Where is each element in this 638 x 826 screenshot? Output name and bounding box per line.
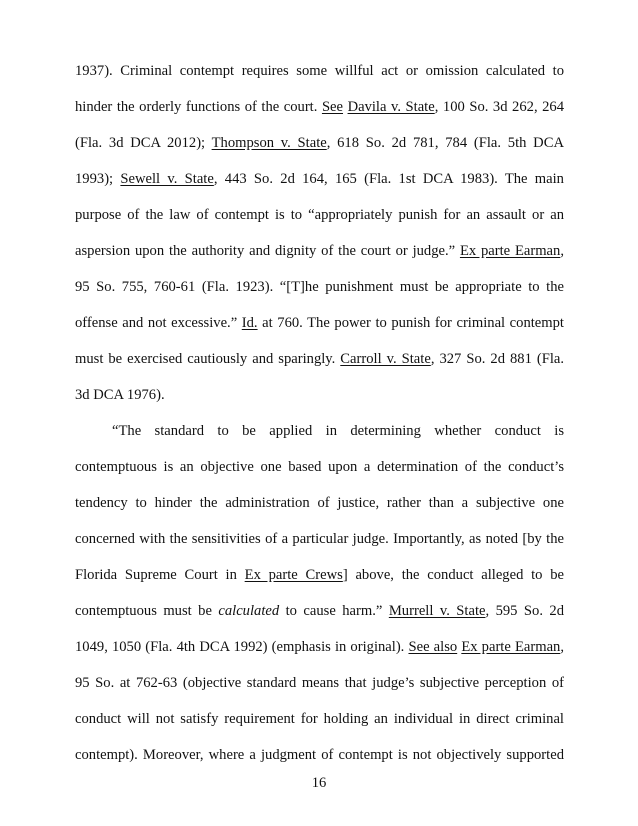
text-line (75, 385, 564, 405)
text-segment: purpose of the law of contempt is to “appropriately punish for an assault or an (75, 207, 564, 223)
text-segment: (Fla. 3d DCA 2012); (75, 135, 212, 151)
citation-text: Thompson v. State (211, 135, 327, 151)
text-segment: aspersion upon the authority and dignity of the court or judge.” (75, 243, 460, 259)
text-segment: offense and not excessive.” (75, 315, 242, 331)
text-line (75, 673, 564, 693)
text-segment: conduct will not satisfy requirement for holding an individual in direct criminal (75, 711, 564, 727)
citation-text: Murrell v. State (388, 603, 486, 619)
text-segment: hinder the orderly functions of the court. (75, 99, 322, 115)
text-segment: 1049, 1050 (Fla. 4th DCA 1992) (emphasis in original). (75, 639, 409, 655)
text-segment: must be exercised cautiously and sparingly. (75, 351, 341, 367)
text-line (75, 169, 564, 189)
text-segment: , 100 So. 3d 262, 264 (434, 99, 565, 115)
text-segment: to cause harm.” (279, 603, 389, 619)
citation-text: Sewell v. State (120, 171, 214, 187)
text-segment: 95 So. at 762-63 (objective standard means that judge’s subjective perception of (75, 675, 564, 691)
text-line (75, 709, 564, 729)
text-line (75, 457, 564, 477)
text-segment: 1937). Criminal contempt requires some willful act or omission calculated to (75, 63, 564, 79)
text-line (75, 313, 564, 333)
citation-text: Ex parte Earman (461, 639, 561, 655)
text-line (75, 565, 564, 585)
text-line (75, 97, 564, 117)
citation-text: See (321, 99, 344, 115)
citation-text: Id. (241, 315, 258, 331)
text-line (75, 241, 564, 261)
citation-text: Davila v. State (347, 99, 435, 115)
text-segment: contemptuous must be (75, 603, 219, 619)
text-line (112, 421, 564, 441)
text-line (75, 637, 564, 657)
citation-text: Ex parte Earman (459, 243, 561, 259)
text-line (75, 205, 564, 225)
citation-text: Carroll v. State (340, 351, 431, 367)
text-segment: at 760. The power to punish for criminal contempt (257, 315, 564, 331)
text-segment: tendency to hinder the administration of justice, rather than a subjective one (75, 495, 564, 511)
emphasis-text: calculated (218, 603, 280, 619)
text-segment: 3d DCA 1976). (75, 387, 165, 403)
text-line (75, 349, 564, 369)
text-segment: “The standard to be applied in determining whether conduct is (112, 423, 564, 439)
text-segment: contempt). Moreover, where a judgment of contempt is not objectively supported (75, 747, 564, 763)
text-line (75, 745, 564, 765)
text-segment: , 327 So. 2d 881 (Fla. (430, 351, 565, 367)
page-number: 16 (311, 775, 327, 791)
text-segment: , (560, 243, 564, 259)
text-line (75, 493, 564, 513)
text-segment: 95 So. 755, 760-61 (Fla. 1923). “[T]he punishment must be appropriate to the (75, 279, 564, 295)
text-segment: , (560, 639, 564, 655)
text-segment: , 618 So. 2d 781, 784 (Fla. 5th DCA (326, 135, 564, 151)
text-line (75, 601, 564, 621)
citation-text: See also (408, 639, 458, 655)
text-line (75, 529, 564, 549)
citation-text: Ex parte Crews (244, 567, 343, 583)
text-segment: , 595 So. 2d (485, 603, 565, 619)
text-line (75, 277, 564, 297)
text-line (75, 133, 564, 153)
text-segment: , 443 So. 2d 164, 165 (Fla. 1st DCA 1983). The main (213, 171, 564, 187)
text-segment: contemptuous is an objective one based upon a determination of the conduct’s (75, 459, 564, 475)
text-segment: concerned with the sensitivities of a particular judge. Importantly, as noted [by the (75, 531, 564, 547)
text-line (75, 61, 564, 81)
text-segment: ] above, the conduct alleged to be (342, 567, 565, 583)
text-segment: Florida Supreme Court in (75, 567, 245, 583)
text-segment: 1993); (75, 171, 121, 187)
